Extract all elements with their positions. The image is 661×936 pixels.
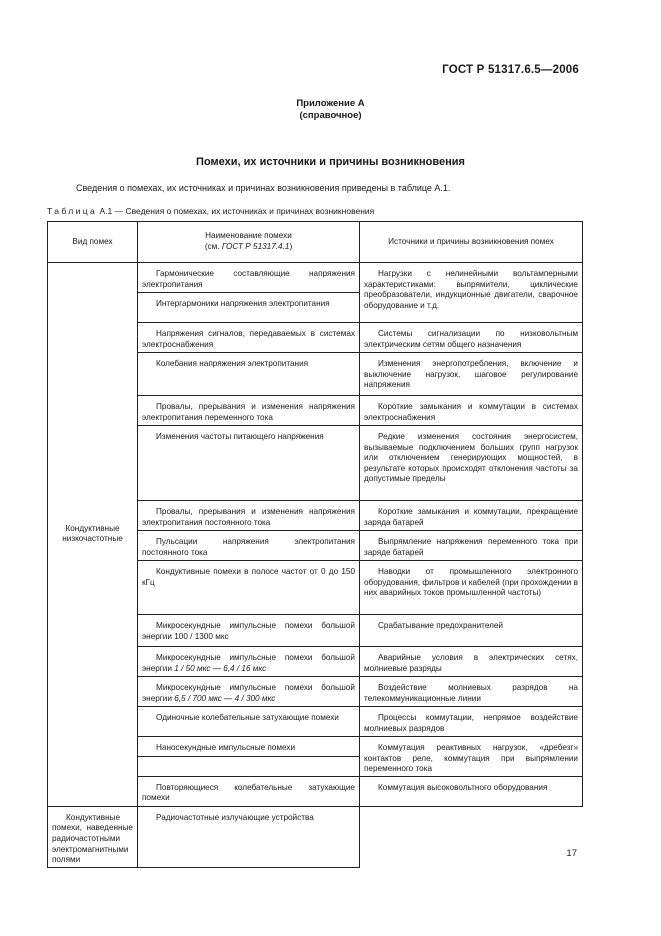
row-name: Одиночные колебательные затухающие помехи [138,707,360,737]
table-caption-text: А.1 — Сведения о помехах, их источниках и причинах возникновения [97,206,375,216]
row-source: Изменения энергопотребления, включение и выключение нагрузок, шаговое регулирование напряжения [360,353,583,396]
row-source: Аварийные условия в электрических сетях, молниевые разряды [360,647,583,677]
table-row [48,806,583,867]
table-header-row [48,222,583,263]
row-name: Кондуктивные помехи, наведенные радиочастотными электромагнитными полями [48,806,138,867]
row-name [138,677,360,707]
row-name: Колебания напряжения электропитания [138,353,360,396]
header-ref-suffix: ) [289,242,293,251]
row-name: Провалы, прерывания и изменения напряжения электропитания постоянного тока [138,501,360,531]
row-name: Провалы, прерывания и изменения напряжения электропитания переменного тока [138,396,360,426]
interference-table [47,221,583,868]
row-source: Воздействие молниевых разрядов на телекоммуникационные линии [360,677,583,707]
row-name-waveform: 1 / 50 мкс — 6,4 / 16 мкс [174,663,267,673]
row-source: Нагрузки с нелинейными вольтамперными характеристиками: выпрямители, циклические преобразователи, индукционные двигатели, сварочное оборудование и т.д. [360,263,583,323]
row-name: Повторяющиеся колебательные затухающие помехи [138,776,360,806]
row-name-waveform: 6,5 / 700 мкс — 4 / 300 мкс [174,693,276,703]
header-type: Вид помех [48,222,138,263]
table-caption-word: Таблица [47,206,98,216]
row-name: Напряжения сигналов, передаваемых в системах электроснабжения [138,323,360,353]
header-sources: Источники и причины возникновения помех [360,222,583,263]
appendix-label: Приложение А [296,98,365,109]
row-source: Наводки от промышленного электронного оборудования, фильтров и кабелей (при прохождении в них аварийных токов промышленной частоты) [360,561,583,615]
row-name: Микросекундные импульсные помехи большой энергии 100 / 1300 мкс [138,615,360,647]
row-source: Редкие изменения состояния энергосистем, вызываемые подключением больших групп нагрузок или отключением генерирующих мощностей, в результате которых происходят отклонения частоты за допустимые пределы [360,426,583,501]
row-name-text: Микросекундные импульсные помехи большой энергии [142,683,355,703]
section-title: Помехи, их источники и причины возникновения [196,156,465,168]
document-code: ГОСТ Р 51317.6.5—2006 [442,64,579,76]
header-name [138,222,360,263]
row-name: Наносекундные импульсные помехи [138,737,360,757]
table-caption [47,206,374,216]
row-source: Короткие замыкания и коммутации в системах электроснабжения [360,396,583,426]
page-number: 17 [566,848,577,859]
row-name [138,647,360,677]
row-spacer [138,757,360,776]
row-source: Выпрямление напряжения переменного тока при заряде батарей [360,531,583,561]
intro-paragraph: Сведения о помехах, их источниках и причинах возникновения приведены в таблице А.1. [76,183,451,193]
row-name: Изменения частоты питающего напряжения [138,426,360,501]
interference-group: Кондуктивные низкочастотные [48,263,138,807]
row-name: Гармонические составляющие напряжения электропитания [138,263,360,293]
row-name: Интергармоники напряжения электропитания [138,293,360,323]
header-ref-standard: ГОСТ Р 51317.4.1 [221,242,290,251]
appendix-heading [0,98,661,122]
row-name-text: Микросекундные импульсные помехи большой энергии [142,653,355,673]
row-name: Пульсации напряжения электропитания постоянного тока [138,531,360,561]
header-ref-prefix: (см. [204,242,222,251]
row-source: Срабатывание предохранителей [360,615,583,647]
row-source: Коммутация реактивных нагрузок, «дребезг» контактов реле, коммутация при выпрямлении переменного тока [360,737,583,777]
row-source: Радиочастотные излучающие устройства [138,806,360,867]
row-source: Коммутация высоковольтного оборудования [360,776,583,806]
header-name-ref [142,242,355,253]
header-name-label: Наименование помехи [205,231,292,241]
appendix-type: (справочное) [299,110,362,121]
row-source: Системы сигнализации по низковольтным электрическим сетям общего назначения [360,323,583,353]
row-source: Короткие замыкания и коммутации, прекращение заряда батарей [360,501,583,531]
table-row [48,263,583,293]
row-name: Кондуктивные помехи в полосе частот от 0 до 150 кГц [138,561,360,615]
row-source: Процессы коммутации, непрямое воздействие молниевых разрядов [360,707,583,737]
